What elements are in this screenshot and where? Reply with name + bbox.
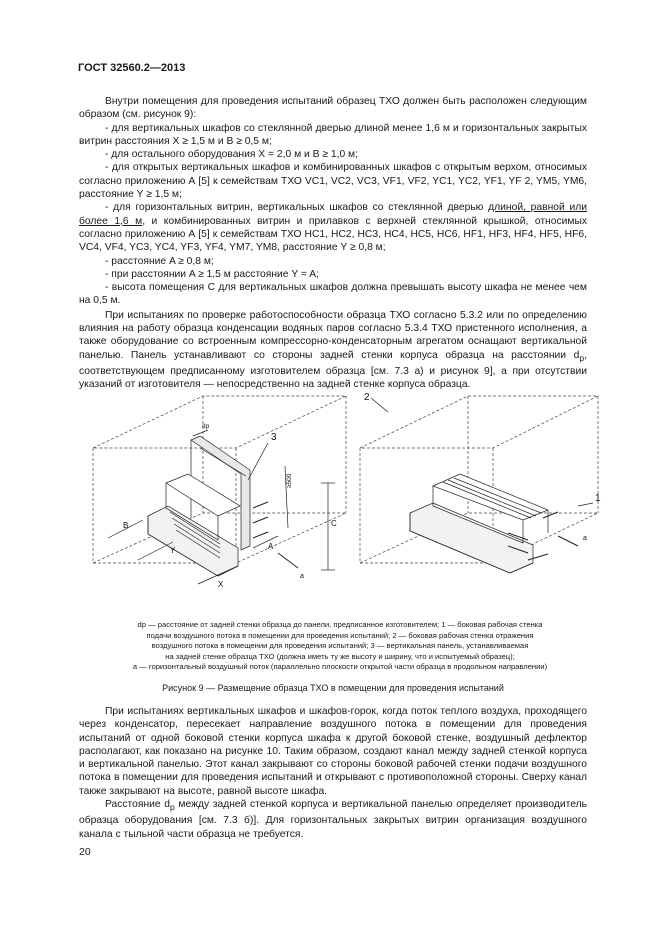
paragraph-intro: Внутри помещения для проведения испытаний образец ТХО должен быть расположен следующим образом (см. рисунок 9): [79, 96, 587, 121]
legend-line: на задней стенке образца ТХО (должна иметь ту же высоту и ширину, что и испытуемый образец); [165, 651, 515, 661]
label-height-500: ≥500 [286, 473, 293, 488]
label-X: X [218, 580, 224, 589]
list-item: - для остального оборудования X = 2,0 м и B ≥ 1,0 м; [105, 149, 358, 161]
body-text-top [79, 95, 587, 392]
subscript: р [169, 802, 175, 813]
label-panel-3: 3 [271, 432, 277, 443]
paragraph-panel [79, 309, 587, 392]
document-header: ГОСТ 32560.2—2013 [78, 62, 186, 74]
figure-caption: Рисунок 9 — Размещение образца ТХО в помещении для проведения испытаний [162, 683, 504, 693]
list-item: - для вертикальных шкафов со стеклянной дверью длиной менее 1,6 м и горизонтальных закрытых витрин расстояния X ≥ 1,5 м и B ≥ 0,5 м; [79, 122, 587, 147]
underlined-text: длиной, равной или более 1,6 м [79, 202, 587, 227]
left-airflow-arrows [253, 502, 298, 568]
text-run: Расстояние d [105, 799, 170, 811]
legend-line: dр — расстояние от задней стенки образца до панели, предписанное изготовителем; 1 — боковая рабочая стенка [137, 620, 543, 629]
figure-9-drawing [88, 388, 608, 603]
list-item: - для открытых вертикальных шкафов и комбинированных шкафов с открытым верхом, относимых согласно приложению А [5] к семействам ТХО VC1, VC2, VC3, VF1, VF2, YC1, YC2, YF1, YF 2, YM5, YM6, расстояние Y ≥ 1,5 м; [79, 162, 587, 201]
label-a-left: a [300, 573, 304, 580]
label-Y: Y [170, 546, 176, 555]
subscript: р [579, 352, 585, 363]
text-run: между задней стенкой корпуса и вертикальной панелью определяет производитель образца оборудования [см. 7.3 б)]. Для горизонтальных закрытых витрин организация воздушного канала с тыльной части образца не требуется. [79, 799, 587, 840]
label-wall-2: 2 [364, 392, 370, 403]
text-run: - для горизонтальных витрин, вертикальных шкафов со стеклянной дверью [105, 202, 489, 214]
label-wall-1: 1 [595, 493, 601, 504]
list-item: - при расстоянии A ≥ 1,5 м расстояние Y = A; [105, 268, 319, 280]
paragraph-deflector: При испытаниях вертикальных шкафов и шкафов-горок, когда поток теплого воздуха, проходящего через конденсатор, пересекает направление воздушного потока в помещении для проведения испытаний от одной боковой стенки корпуса шкафа к другой боковой стенке, воздушный дефлектор располагают, как показано на рисунке 10. Таким образом, создают канал между задней стенкой корпуса и вертикальной панелью. Этот канал закрывают со стороны боковой рабочей стенки подачи воздушного потока в помещении для проведения испытаний и открывают с противоположной стороны. Сверху канал также закрывают на высоте, равной высоте шкафа. [79, 706, 587, 797]
page-number: 20 [79, 846, 91, 858]
text-run: , и комбинированных витрин и прилавков с верхней стеклянной крышкой, относимых согласно приложению А [5] к семействам ТХО HC1, HC2, HC3, HC4, HC5, HC6, HF1, HF3, HF4, HF5, HF6, VC4, VF4, YC3, YC4, YF3, YF4, YM7, YM8, расстояние Y ≥ 0,8 м; [79, 215, 587, 254]
left-cabinet [148, 474, 240, 576]
text-run: , соответствующем предписанному изготовителем образца [см. 7.3 а) и рисунок 9], а при отсутствии указаний от изготовителя — непосредственно на задней стенке корпуса образца. [79, 349, 587, 391]
list-item: - расстояние A ≥ 0,8 м; [105, 255, 214, 267]
label-a-right: a [583, 535, 587, 542]
label-dp: dр [202, 423, 210, 430]
label-C: C [331, 519, 337, 528]
body-text-bottom [79, 705, 587, 841]
text-run: При испытаниях по проверке работоспособности образца ТХО согласно 5.3.2 или по определению влияния на работу образца конденсации водяных паров согласно 5.3.4 ТХО пристенного исполнения, а также оборудование со встроенным компрессорно-конденсаторным агрегатом оснащают вертикальной панелью. Панель устанавливают со стороны задней стенки корпуса образца на расстоянии d [79, 309, 587, 361]
right-showcase [410, 474, 548, 573]
label-A: A [268, 542, 274, 551]
list-item: - высота помещения C для вертикальных шкафов должна превышать высоту шкафа не менее чем на 0,5 м. [79, 282, 587, 307]
legend-line: воздушного потока в помещении для проведения испытаний; 3 — вертикальная панель, устанавливаемая [151, 641, 529, 651]
legend-line: подачи воздушного потока в помещении для проведения испытаний; 2 — боковая рабочая стенка отражения [146, 630, 534, 640]
label-B: B [123, 521, 129, 530]
figure-legend [95, 620, 585, 673]
list-item [79, 201, 587, 254]
legend-line: a — горизонтальный воздушный поток (параллельно плоскости открытой части образца в продольном направлении) [132, 662, 548, 672]
paragraph-distance [79, 798, 587, 841]
